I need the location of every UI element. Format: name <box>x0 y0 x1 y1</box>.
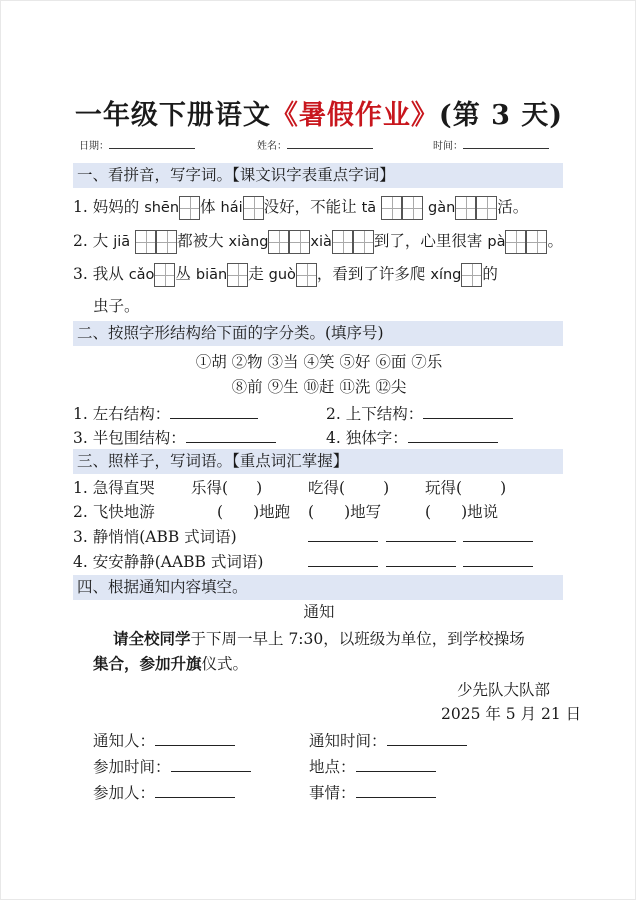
title-prefix: 一年级下册语文 <box>74 100 271 131</box>
answer-box[interactable] <box>268 230 289 254</box>
answer-box[interactable] <box>402 196 423 220</box>
answer-line[interactable] <box>170 405 258 419</box>
classify-left-right: 1. 左右结构： <box>73 401 258 427</box>
answer-box[interactable] <box>296 263 317 287</box>
answer-line[interactable] <box>308 553 378 567</box>
answer-box[interactable] <box>243 196 264 220</box>
answer-box[interactable] <box>289 230 310 254</box>
answer-box[interactable] <box>476 196 497 220</box>
answer-box[interactable] <box>156 230 177 254</box>
section1-heading: 一、看拼音，写字词。【课文识字表重点字词】 <box>73 163 563 188</box>
section3-row3: 3. 静悄悄(ABB 式词语) <box>73 528 237 546</box>
answer-line[interactable] <box>386 553 456 567</box>
fill-blank[interactable]: 乐得( ) <box>191 479 263 497</box>
answer-line[interactable] <box>356 784 436 798</box>
date-blank[interactable] <box>109 140 195 149</box>
title-suffix: (第 3 天) <box>438 100 564 131</box>
section1-q1: 1. 妈妈的 shēn 体 hái 没好，不能让 tā gàn 活。 <box>73 194 528 221</box>
section2-heading: 二、按照字形结构给下面的字分类。(填序号) <box>73 321 563 346</box>
answer-box[interactable] <box>455 196 476 220</box>
notice-title: 通知 <box>303 603 335 621</box>
section2-chars-row1: ①胡 ②物 ③当 ④笑 ⑤好 ⑥面 ⑦乐 <box>195 353 443 371</box>
notice-date: 2025 年 5 月 21 日 <box>441 705 582 723</box>
answer-line[interactable] <box>408 429 498 443</box>
answer-box[interactable] <box>381 196 402 220</box>
field-notifier: 通知人： <box>93 728 235 754</box>
fill-blank[interactable]: ( )地写 <box>308 503 382 521</box>
notice-body-line1: 请全校同学于下周一早上 7:30，以班级为单位，到学校操场 <box>113 629 525 648</box>
answer-box[interactable] <box>227 263 248 287</box>
answer-box[interactable] <box>179 196 200 220</box>
answer-box[interactable] <box>154 263 175 287</box>
fill-blank[interactable]: ( )地说 <box>425 503 499 521</box>
answer-line[interactable] <box>308 528 378 542</box>
section3-row1: 1. 急得直哭 <box>73 479 155 497</box>
fill-blank[interactable]: 玩得( ) <box>425 479 507 497</box>
answer-box[interactable] <box>461 263 482 287</box>
answer-box[interactable] <box>505 230 526 254</box>
section4-heading: 四、根据通知内容填空。 <box>73 575 563 600</box>
answer-line[interactable] <box>155 784 235 798</box>
time-label: 时间： <box>433 141 463 152</box>
section1-q3-cont: 虫子。 <box>93 297 140 315</box>
section3-row4: 4. 安安静静(AABB 式词语) <box>73 553 264 571</box>
page-title <box>1 93 636 132</box>
answer-box[interactable] <box>353 230 374 254</box>
classify-top-bottom: 2. 上下结构： <box>326 401 513 427</box>
answer-line[interactable] <box>423 405 513 419</box>
classify-half-enclosed: 3. 半包围结构： <box>73 425 276 451</box>
answer-line[interactable] <box>386 528 456 542</box>
answer-line[interactable] <box>387 732 467 746</box>
fill-blank[interactable]: ( )地跑 <box>217 503 291 521</box>
date-field[interactable] <box>79 137 195 152</box>
field-place: 地点： <box>309 754 436 780</box>
field-notify-time: 通知时间： <box>309 728 467 754</box>
answer-line[interactable] <box>463 528 533 542</box>
time-field[interactable] <box>433 137 549 152</box>
answer-line[interactable] <box>186 429 276 443</box>
answer-line[interactable] <box>463 553 533 567</box>
answer-box[interactable] <box>332 230 353 254</box>
title-highlight: 《暑假作业》 <box>270 100 439 131</box>
notice-body-line2: 集合，参加升旗仪式。 <box>93 654 249 673</box>
field-matter: 事情： <box>309 780 436 806</box>
name-label: 姓名： <box>257 141 287 152</box>
section1-q2: 2. 大 jiā 都被大 xiàng xià 到了，心里很害 pà 。 <box>73 228 563 255</box>
answer-line[interactable] <box>356 758 436 772</box>
section2-chars-row2: ⑧前 ⑨生 ⑩赶 ⑪洗 ⑫尖 <box>231 378 407 396</box>
section3-row2: 2. 飞快地游 <box>73 503 155 521</box>
answer-line[interactable] <box>171 758 251 772</box>
notice-org: 少先队大队部 <box>457 681 551 699</box>
section1-q3: 3. 我从 cǎo 丛 biān 走 guò ，看到了许多爬 xíng 的 <box>73 261 498 288</box>
section3-heading: 三、照样子，写词语。【重点词汇掌握】 <box>73 449 563 474</box>
answer-line[interactable] <box>155 732 235 746</box>
name-field[interactable] <box>257 137 373 152</box>
field-participants: 参加人： <box>93 780 235 806</box>
date-label: 日期： <box>79 141 109 152</box>
fill-blank[interactable]: 吃得( ) <box>308 479 390 497</box>
name-blank[interactable] <box>287 140 373 149</box>
field-join-time: 参加时间： <box>93 754 251 780</box>
answer-box[interactable] <box>135 230 156 254</box>
answer-box[interactable] <box>526 230 547 254</box>
time-blank[interactable] <box>463 140 549 149</box>
classify-single: 4. 独体字： <box>326 425 498 451</box>
